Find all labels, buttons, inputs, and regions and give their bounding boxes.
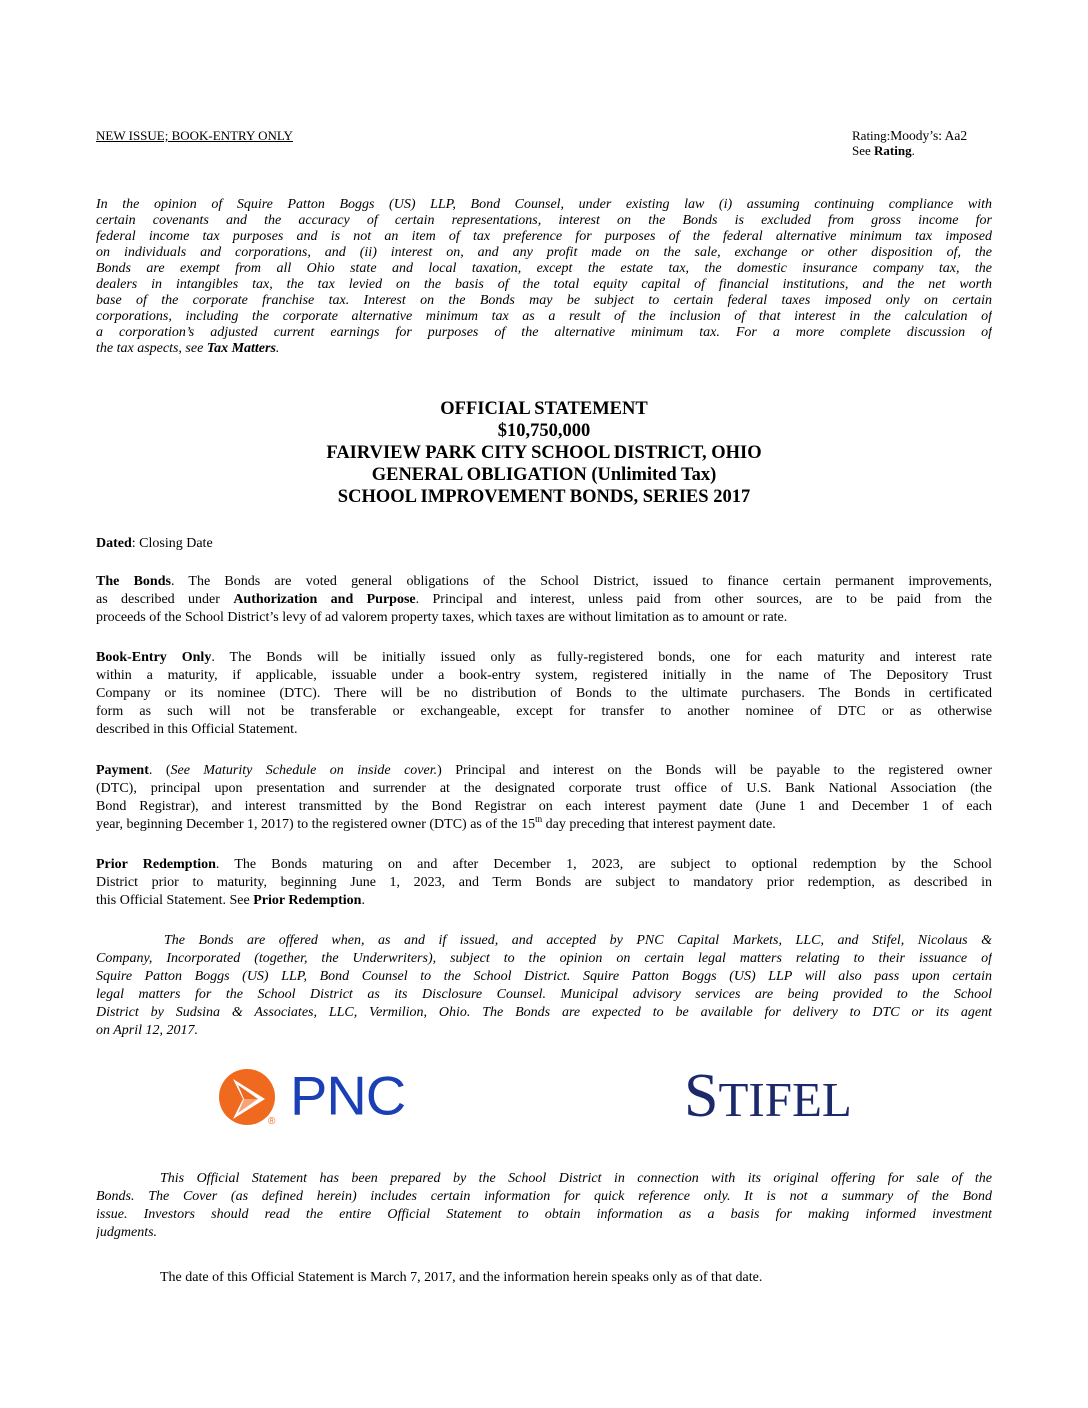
title-line: FAIRVIEW PARK CITY SCHOOL DISTRICT, OHIO [326,443,762,463]
tax-opinion-line: Bonds are exempt from all Ohio state and local taxation, except the estate tax, the domestic insurance company tax, the [96,261,992,276]
tax-opinion-text: the tax aspects, see [96,341,207,356]
offering-line: legal matters for the School District as its Disclosure Counsel. Municipal advisory services are being provided to the School [96,987,992,1002]
ordinal-suffix: th [535,817,543,824]
pnc-logo [218,1066,430,1130]
book-entry-line: within a maturity, if applicable, issuable under a book-entry system, registered initially in the name of The Depository Trust [96,668,992,683]
payment-line [96,763,992,779]
bonds-text: . Principal and interest, unless paid from other sources, are to be paid from the [415,592,992,607]
bonds-line [96,574,992,590]
bonds-line: proceeds of the School District’s levy of ad valorem property taxes, which taxes are without limitation as to amount or rate. [96,610,788,625]
book-entry-text: . The Bonds will be initially issued only as fully-registered bonds, one for each maturity and interest rate [211,650,992,665]
bonds-label: The Bonds [96,574,171,589]
date-statement: The date of this Official Statement is March 7, 2017, and the information herein speaks only as of that date. [160,1270,763,1285]
tax-opinion-line [96,341,992,356]
bonds-text: as described under [96,592,234,607]
dated-value: Closing Date [139,536,213,551]
see-suffix: . [911,143,915,158]
title-line: GENERAL OBLIGATION (Unlimited Tax) [371,465,717,485]
rating-block [852,128,967,158]
payment-text: . ( [148,763,171,778]
dated-label: Dated [96,536,132,551]
tax-opinion-line: In the opinion of Squire Patton Boggs (US) LLP, Bond Counsel, under existing law (i) assuming continuing compliance with [96,197,992,212]
tax-opinion-line: on individuals and corporations, and (ii) interest on, and any profit made on the sale, exchange or other disposition of, the [96,245,992,260]
prior-redemption-text: . [361,893,365,908]
stifel-wordmark [684,1064,852,1144]
payment-label: Payment [96,763,149,778]
title-line: OFFICIAL STATEMENT [440,399,648,419]
bonds-text: . The Bonds are voted general obligations of the School District, issued to finance certain permanent improvements, [170,574,992,589]
tax-opinion-line: federal income tax purposes and is not an item of tax preference for purposes of the federal alternative minimum tax imposed [96,229,992,244]
dated-line [96,536,992,551]
prior-redemption-line [96,857,992,873]
title-line: SCHOOL IMPROVEMENT BONDS, SERIES 2017 [337,487,751,507]
prior-redemption-line [96,893,992,908]
offering-line: District by Sudsina & Associates, LLC, Vermilion, Ohio. The Bonds are expected to be available for delivery to DTC or its agent [96,1005,992,1020]
rating-value: Moody’s: Aa2 [890,128,968,143]
prior-redemption-label: Prior Redemption [96,857,216,872]
prior-redemption-text: . The Bonds maturing on and after December 1, 2023, are subject to optional redemption by the School [215,857,992,872]
prepared-line: issue. Investors should read the entire Official Statement to obtain information as a basis for making informed investment [96,1207,992,1222]
tax-opinion-line: dealers in intangibles tax, the tax levied on the basis of the total equity capital of financial institutions, and the net worth [96,277,992,292]
prepared-line: judgments. [96,1225,158,1240]
payment-text: ) Principal and interest on the Bonds will be payable to the registered owner [437,763,992,778]
offering-line: Company, Incorporated (together, the Underwriters), subject to the opinion on certain legal matters relating to their issuance of [96,951,992,966]
stifel-wordmark-text: STIFEL [684,1062,852,1130]
title-line: $10,750,000 [497,421,591,441]
see-prefix: See [852,143,875,158]
authorization-purpose-ref: Authorization and Purpose [233,592,416,607]
payment-text: day preceding that interest payment date. [542,817,776,832]
offering-line: The Bonds are offered when, as and if issued, and accepted by PNC Capital Markets, LLC, and Stifel, Nicolaus & [164,933,992,948]
book-entry-label: Book-Entry Only [96,650,212,665]
tax-opinion-line: certain covenants and the accuracy of certain representations, interest on the Bonds is excluded from gross income for [96,213,992,228]
tax-opinion-line: base of the corporate franchise tax. Interest on the Bonds may be subject to certain federal taxes imposed only on certain [96,293,992,308]
tax-opinion-line: corporations, including the corporate alternative minimum tax as a result of the inclusion of that interest in the calculation of [96,309,992,324]
stifel-logo [684,1064,880,1128]
prior-redemption-ref: Prior Redemption [253,893,362,908]
payment-text: year, beginning December 1, 2017) to the registered owner (DTC) as of the 15 [96,817,536,832]
tax-opinion-text: . [275,341,280,356]
pnc-registered-mark: ® [268,1116,276,1127]
rating-label: Rating: [852,128,891,143]
book-entry-line [96,650,992,666]
book-entry-line: described in this Official Statement. [96,722,298,737]
prepared-line: Bonds. The Cover (as defined herein) includes certain information for quick reference only. It is not a summary of the Bond [96,1189,992,1204]
prior-redemption-text: this Official Statement. See [96,893,254,908]
prior-redemption-line: District prior to maturity, beginning June 1, 2023, and Term Bonds are subject to mandatory prior redemption, as described in [96,875,992,890]
dated-sep: : [131,536,140,551]
offering-line: Squire Patton Boggs (US) LLP, Bond Counsel to the School District. Squire Patton Boggs (US) LLP will also pass upon certain [96,969,992,984]
book-entry-line: Company or its nominee (DTC). There will be no distribution of Bonds to the ultimate purchasers. The Bonds in certificated [96,686,992,701]
see-rating-link: Rating [874,143,912,158]
tax-matters-ref: Tax Matters [206,341,276,356]
issue-type-label: NEW ISSUE; BOOK-ENTRY ONLY [96,128,293,143]
payment-line: Bond Registrar), and interest transmitted by the Bond Registrar on each interest payment date (June 1 and December 1 of each [96,799,992,814]
bonds-line [96,592,992,608]
tax-opinion-line: a corporation’s adjusted current earnings for purposes of the alternative minimum tax. For a more complete discussion of [96,325,992,340]
payment-line [96,817,992,832]
pnc-wordmark: PNC [290,1064,406,1127]
payment-line: (DTC), principal upon presentation and surrender at the designated corporate trust office of U.S. Bank National Association (the [96,781,992,796]
prepared-line: This Official Statement has been prepared by the School District in connection with its original offering for sale of the [160,1171,992,1186]
book-entry-line: form as such will not be transferable or exchangeable, except for transfer to another nominee of DTC or as otherwise [96,704,992,719]
maturity-schedule-ref: See Maturity Schedule on inside cover. [170,763,438,778]
offering-line: on April 12, 2017. [96,1023,199,1038]
